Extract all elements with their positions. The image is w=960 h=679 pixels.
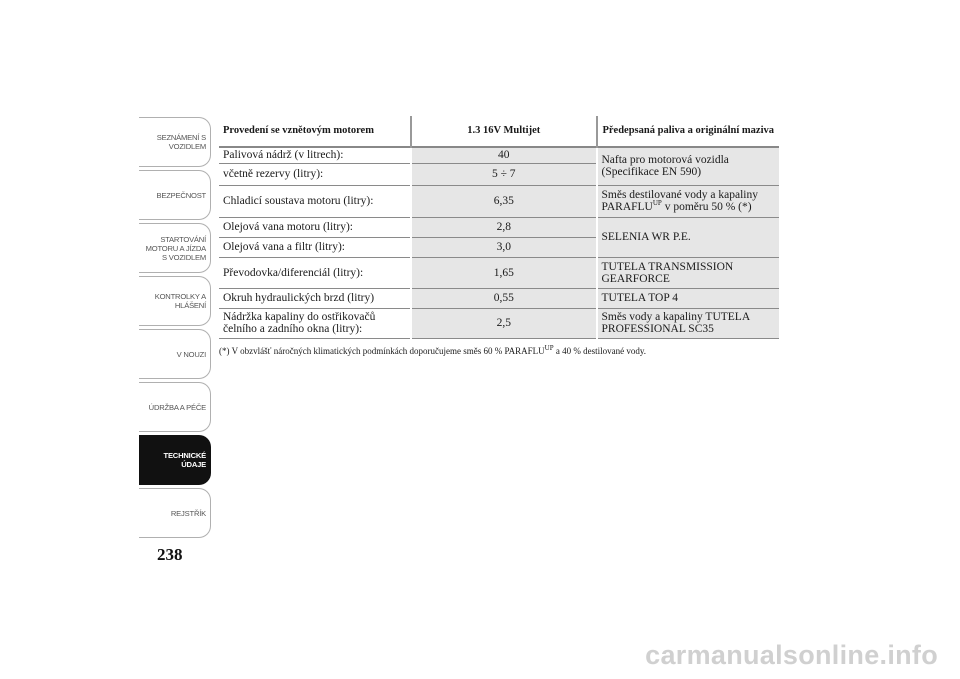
fluid-fuel-line1: Nafta pro motorová vozidla xyxy=(601,154,729,167)
tab-startovani-motoru[interactable]: STARTOVÁNÍ MOTORU A JÍZDA S VOZIDLEM xyxy=(139,223,211,273)
row-value: 0,55 xyxy=(411,288,597,308)
row-label: Olejová vana a filtr (litry): xyxy=(223,241,345,253)
table-row xyxy=(219,147,779,163)
footnote-prefix: (*) V obzvlášť náročných klimatických podmínkách doporučujeme směs 60 % PARAFLU xyxy=(219,346,545,356)
page-number: 238 xyxy=(157,545,183,564)
row-label: Převodovka/diferenciál (litry): xyxy=(223,266,364,279)
table-row xyxy=(219,185,779,217)
table-row xyxy=(219,217,779,237)
tab-rejstrik[interactable]: REJSTŘÍK xyxy=(139,488,211,538)
row-label: Nádržka kapaliny do ostřikovačů čelního a zadního okna (litry): xyxy=(223,311,376,335)
footnote xyxy=(219,346,779,356)
tab-udrzba-a-pece[interactable]: ÚDRŽBA A PÉČE xyxy=(139,382,211,432)
table-row xyxy=(219,288,779,308)
tab-seznameni-s-vozidlem[interactable]: SEZNÁMENÍ S VOZIDLEM xyxy=(139,117,211,167)
tab-v-nouzi[interactable]: V NOUZI xyxy=(139,329,211,379)
tab-bezpecnost[interactable]: BEZPEČNOST xyxy=(139,170,211,220)
tab-kontrolky-a-hlaseni[interactable]: KONTROLKY A HLÁŠENÍ xyxy=(139,276,211,326)
table-row xyxy=(219,257,779,288)
fluid-brake: TUTELA TOP 4 xyxy=(597,288,780,308)
fluid-coolant-line1: Směs destilované vody a kapaliny xyxy=(601,189,758,201)
fluid-gearbox: TUTELA TRANSMISSION GEARFORCE xyxy=(597,257,780,288)
header-engine-type: 1.3 16V Multijet xyxy=(411,116,597,147)
header-engine-version: Provedení se vznětovým motorem xyxy=(223,125,374,136)
row-value: 5 ÷ 7 xyxy=(411,163,597,185)
row-value: 2,5 xyxy=(411,308,597,338)
fluid-fuel-line2: (Specifikace EN 590) xyxy=(601,166,702,179)
row-value: 6,35 xyxy=(411,185,597,217)
fluid-fuel xyxy=(597,147,780,185)
fluid-engine-oil: SELENIA WR P.E. xyxy=(597,217,780,257)
table-row xyxy=(219,308,779,338)
row-value: 3,0 xyxy=(411,237,597,257)
row-value: 2,8 xyxy=(411,217,597,237)
row-label: včetně rezervy (litry): xyxy=(223,168,324,180)
watermark: carmanualsonline.info xyxy=(645,640,938,670)
tab-technicke-udaje[interactable]: TECHNICKÉ ÚDAJE xyxy=(139,435,211,485)
capacities-table xyxy=(219,116,779,339)
fluid-coolant-rest: v poměru 50 % (*) xyxy=(661,201,752,213)
row-label: Chladicí soustava motoru (litry): xyxy=(223,195,374,207)
fluid-coolant-brand: PARAFLU xyxy=(601,201,653,213)
row-value: 1,65 xyxy=(411,257,597,288)
footnote-suffix: a 40 % destilované vody. xyxy=(553,346,646,356)
fluid-coolant xyxy=(597,185,780,217)
row-label: Olejová vana motoru (litry): xyxy=(223,221,353,233)
table-header-row xyxy=(219,116,779,147)
header-fluids: Předepsaná paliva a originální maziva xyxy=(597,116,780,147)
row-value: 40 xyxy=(411,147,597,163)
row-label: Palivová nádrž (v litrech): xyxy=(223,149,344,162)
fluid-coolant-sup: UP xyxy=(652,199,662,208)
footnote-sup: UP xyxy=(544,344,554,352)
fluid-washer: Směs vody a kapaliny TUTELA PROFESSIONAL SC35 xyxy=(597,308,780,338)
row-label: Okruh hydraulických brzd (litry) xyxy=(223,292,375,304)
